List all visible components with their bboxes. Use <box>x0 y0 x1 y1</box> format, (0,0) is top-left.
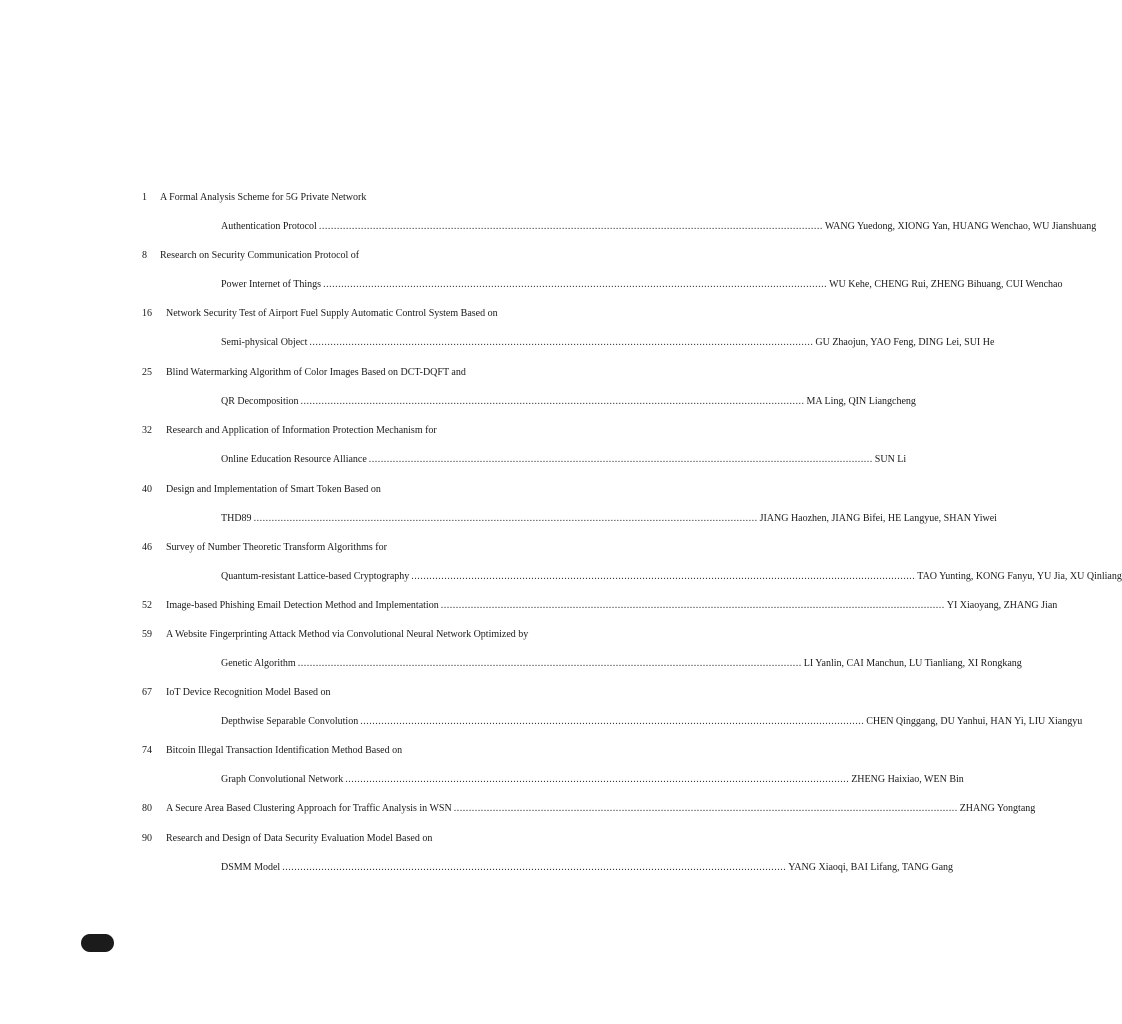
page-number: 8 <box>142 250 147 261</box>
page-number: 32 <box>142 425 152 436</box>
article-authors: WU Kehe, CHENG Rui, ZHENG Bihuang, CUI Wenchao <box>829 279 1063 290</box>
article-title-continuation: Depthwise Separable Convolution <box>221 716 359 727</box>
article-authors: YANG Xiaoqi, BAI Lifang, TANG Gang <box>788 862 954 873</box>
article-authors: JIANG Haozhen, JIANG Bifei, HE Langyue, SHAN Yiwei <box>759 513 997 524</box>
page-number: 46 <box>142 542 152 553</box>
article-authors: YI Xiaoyang, ZHANG Jian <box>946 600 1058 611</box>
article-title-continuation: Graph Convolutional Network <box>221 774 344 785</box>
page-number: 67 <box>142 687 152 698</box>
toc-entry-continuation-line[interactable] <box>221 656 1022 672</box>
toc-entry-line[interactable] <box>142 801 1036 817</box>
page-number: 90 <box>142 833 152 844</box>
article-authors: GU Zhaojun, YAO Feng, DING Lei, SUI He <box>815 337 995 348</box>
article-title-continuation: Quantum-resistant Lattice-based Cryptography <box>221 571 410 582</box>
article-title: Research and Application of Information Protection Mechanism for <box>166 425 437 436</box>
article-authors: CHEN Qinggang, DU Yanhui, HAN Yi, LIU Xiangyu <box>866 716 1083 727</box>
article-title: Blind Watermarking Algorithm of Color Images Based on DCT-DQFT and <box>166 367 466 378</box>
page-number: 80 <box>142 803 152 814</box>
page-number: 74 <box>142 745 152 756</box>
article-title: A Secure Area Based Clustering Approach for Traffic Analysis in WSN <box>166 803 452 814</box>
article-authors: TAO Yunting, KONG Fanyu, YU Jia, XU Qinliang <box>917 571 1122 582</box>
dot-leader: ........................................................................................................................................................................ <box>309 337 814 348</box>
article-title-continuation: Authentication Protocol <box>221 221 317 232</box>
article-title: A Formal Analysis Scheme for 5G Private Network <box>160 192 367 203</box>
page-number: 40 <box>142 484 152 495</box>
toc-entry-continuation-line[interactable] <box>221 219 1097 235</box>
article-authors: MA Ling, QIN Liangcheng <box>806 396 916 407</box>
toc-entry-continuation-line[interactable] <box>221 860 954 876</box>
article-authors: ZHENG Haixiao, WEN Bin <box>851 774 964 785</box>
toc-entry-continuation-line[interactable] <box>221 394 916 410</box>
article-authors: ZHANG Yongtang <box>959 803 1036 814</box>
dot-leader: ........................................................................................................................................................................ <box>323 279 828 290</box>
page-badge <box>81 934 114 952</box>
article-title-continuation: Semi-physical Object <box>221 337 308 348</box>
dot-leader: ........................................................................................................................................................................ <box>253 513 758 524</box>
dot-leader: ........................................................................................................................................................................ <box>282 862 787 873</box>
dot-leader: ........................................................................................................................................................................ <box>297 658 802 669</box>
dot-leader: ........................................................................................................................................................................ <box>368 454 873 465</box>
article-title: Research and Design of Data Security Evaluation Model Based on <box>166 833 433 844</box>
article-title-continuation: Online Education Resource Alliance <box>221 454 367 465</box>
article-title: Bitcoin Illegal Transaction Identification Method Based on <box>166 745 403 756</box>
article-authors: WANG Yuedong, XIONG Yan, HUANG Wenchao, WU Jianshuang <box>824 221 1097 232</box>
page-number: 59 <box>142 629 152 640</box>
article-title-continuation: Power Internet of Things <box>221 279 322 290</box>
article-title: Image-based Phishing Email Detection Method and Implementation <box>166 600 439 611</box>
article-title-continuation: Genetic Algorithm <box>221 658 296 669</box>
dot-leader: ........................................................................................................................................................................ <box>453 803 958 814</box>
article-title: Network Security Test of Airport Fuel Supply Automatic Control System Based on <box>166 308 498 319</box>
page-number: 25 <box>142 367 152 378</box>
page-number: 52 <box>142 600 152 611</box>
page-number: 16 <box>142 308 152 319</box>
toc-entry-continuation-line[interactable] <box>221 452 907 468</box>
article-title: IoT Device Recognition Model Based on <box>166 687 331 698</box>
dot-leader: ........................................................................................................................................................................ <box>360 716 865 727</box>
toc-entry-continuation-line[interactable] <box>221 569 1122 585</box>
article-title-continuation: DSMM Model <box>221 862 281 873</box>
toc-entry-continuation-line[interactable] <box>221 335 995 351</box>
toc-entry-continuation-line[interactable] <box>221 277 1063 293</box>
toc-entry-line[interactable] <box>142 598 1058 614</box>
toc-entry-continuation-line[interactable] <box>221 511 997 527</box>
article-title: Survey of Number Theoretic Transform Algorithms for <box>166 542 387 553</box>
toc-entry-continuation-line[interactable] <box>221 772 964 788</box>
page-number: 1 <box>142 192 147 203</box>
dot-leader: ........................................................................................................................................................................ <box>345 774 850 785</box>
article-title: Research on Security Communication Protocol of <box>160 250 360 261</box>
article-title-continuation: THD89 <box>221 513 252 524</box>
article-title: A Website Fingerprinting Attack Method via Convolutional Neural Network Optimized by <box>166 629 529 640</box>
article-authors: LI Yanlin, CAI Manchun, LU Tianliang, XI Rongkang <box>803 658 1022 669</box>
article-title: Design and Implementation of Smart Token Based on <box>166 484 381 495</box>
dot-leader: ........................................................................................................................................................................ <box>300 396 805 407</box>
dot-leader: ........................................................................................................................................................................ <box>411 571 916 582</box>
dot-leader: ........................................................................................................................................................................ <box>318 221 823 232</box>
article-title-continuation: QR Decomposition <box>221 396 299 407</box>
dot-leader: ........................................................................................................................................................................ <box>440 600 945 611</box>
toc-entry-continuation-line[interactable] <box>221 714 1083 730</box>
article-authors: SUN Li <box>874 454 907 465</box>
